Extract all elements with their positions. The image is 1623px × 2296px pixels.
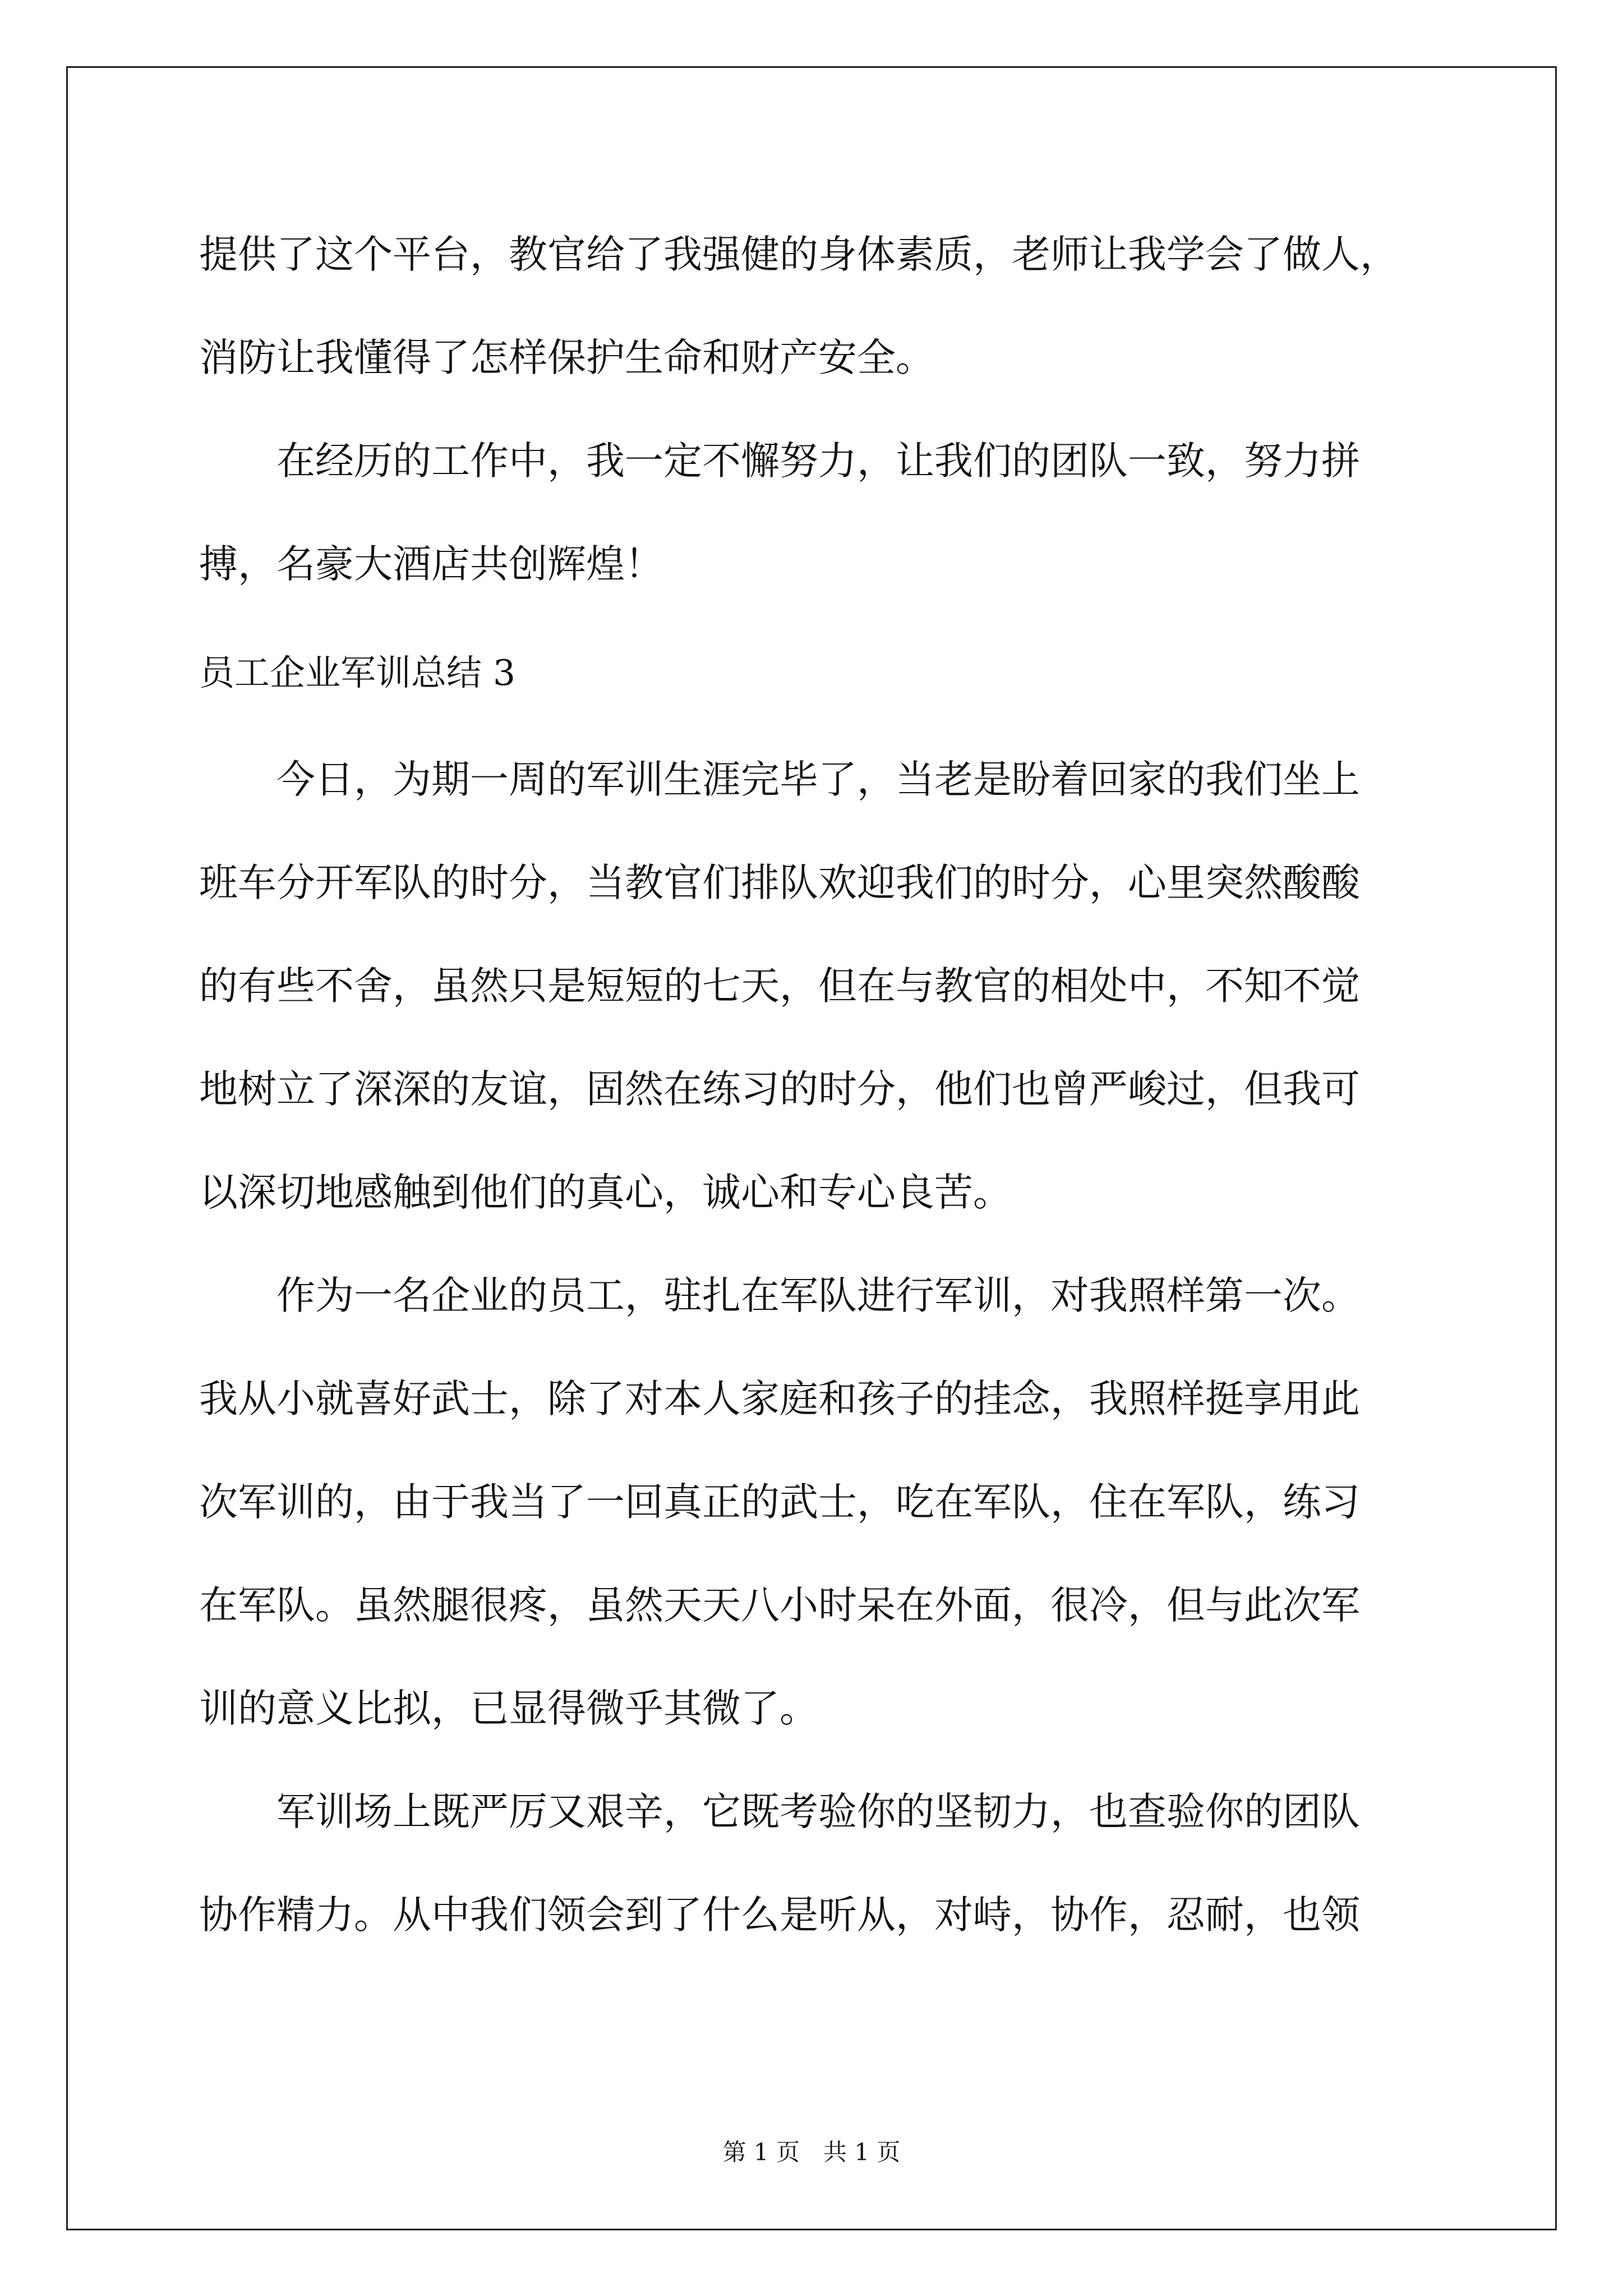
- text-line: 提供了这个平台，教官给了我强健的身体素质，老师让我学会了做人，: [199, 232, 1399, 277]
- text-line: 次军训的，由于我当了一回真正的武士，吃在军队，住在军队，练习: [199, 1480, 1360, 1525]
- text-line: 的有些不舍，虽然只是短短的七天，但在与教官的相处中，不知不觉: [199, 964, 1360, 1009]
- text-line: 在军队。虽然腿很疼，虽然天天八小时呆在外面，很冷，但与此次军: [199, 1583, 1360, 1628]
- text-line: 作为一名企业的员工，驻扎在军队进行军训，对我照样第一次。: [199, 1273, 1360, 1318]
- text-line: 地树立了深深的友谊，固然在练习的时分，他们也曾严峻过，但我可: [199, 1067, 1360, 1112]
- page-number: 第 1 页 共 1 页: [722, 2138, 901, 2166]
- text-line: 我从小就喜好武士，除了对本人家庭和孩子的挂念，我照样挺享用此: [199, 1377, 1360, 1421]
- section-heading: 员工企业军训总结 3: [199, 652, 516, 693]
- text-line: 搏，名豪大酒店共创辉煌！: [199, 542, 663, 587]
- text-line: 在经历的工作中，我一定不懈努力，让我们的团队一致，努力拼: [199, 439, 1360, 484]
- text-line: 训的意义比拟，已显得微乎其微了。: [199, 1686, 818, 1731]
- text-line: 以深切地感触到他们的真心，诚心和专心良苦。: [199, 1170, 1012, 1215]
- text-line: 军训场上既严厉又艰辛，它既考验你的坚韧力，也查验你的团队: [199, 1789, 1360, 1834]
- text-line: 班车分开军队的时分，当教官们排队欢迎我们的时分，心里突然酸酸: [199, 861, 1360, 905]
- text-line: 今日，为期一周的军训生涯完毕了，当老是盼着回家的我们坐上: [199, 757, 1360, 802]
- text-line: 消防让我懂得了怎样保护生命和财产安全。: [199, 335, 934, 380]
- text-line: 协作精力。从中我们领会到了什么是听从，对峙，协作，忍耐，也领: [199, 1893, 1360, 1938]
